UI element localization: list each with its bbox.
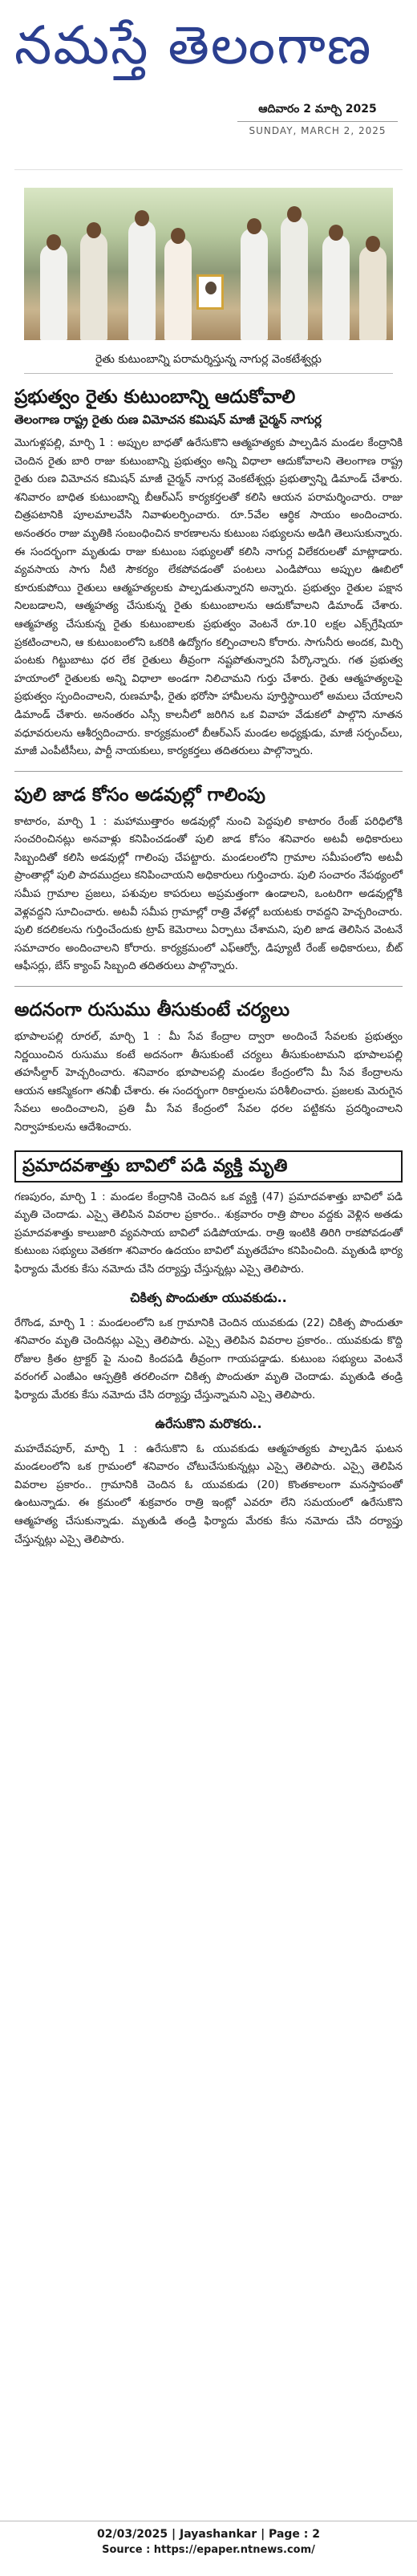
article-headline: పులి జాడ కోసం అడవుల్లో గాలింపు: [14, 784, 265, 805]
article-body: మహదేవపూర్, మార్చి 1 : ఉరేసుకొని ఓ యువకుడు ఆత్మహత్యకు పాల్పడిన ఘటన మండలంలోని ఒక గ్రామంలో శనివారం చోటుచేసుకున్నట్లు ఎస్సై తెలిపారు. ఎస్సై తెలిపిన వివరాల ప్రకారం.. గ్రామానికి చెందిన ఓ యువకుడు (20) కొంతకాలంగా మనస్తాపంతో ఉంటున్నాడు. ఈ క్రమంలో శుక్రవారం రాత్రి ఇంట్లో ఎవరూ లేని సమయంలో ఉరేసుకొని ఆత్మహత్య చేసుకున్నాడు. మృతుడి తండ్రి ఫిర్యాదు మేరకు కేసు నమోదు చేసి దర్యాప్తు చేస్తున్నట్లు ఎస్సై తెలిపారు.: [14, 1442, 403, 1546]
photo-person: [322, 234, 350, 340]
article-body: గణపురం, మార్చి 1 : మండల కేంద్రానికి చెందిన ఒక వ్యక్తి (47) ప్రమాదవశాత్తు బావిలో పడి మృతి చెందాడు. ఎస్సై తెలిపిన వివరాల ప్రకారం.. శుక్రవారం రాత్రి పొలం వద్దకు వెళ్లిన అతడు ప్రమాదవశాత్తు కాలుజారి వ్యవసాయ బావిలో పడిపోయాడు. రాత్రి ఇంటికి తిరిగి రాకపోవడంతో కుటుంబ సభ్యులు వెతకగా శనివారం ఉదయం బావిలో మృతదేహం కనిపించింది. మృతుడి భార్య ఫిర్యాదు మేరకు కేసు నమోదు చేసి దర్యాప్తు చేస్తున్నట్లు ఎస్సై తెలిపారు.: [14, 1191, 403, 1276]
photo-person-head: [47, 234, 61, 250]
article-subheading: చికిత్స పొందుతూ యువకుడు..: [130, 1289, 287, 1305]
news-photo: [24, 188, 393, 340]
article-body: మొగుళ్లపల్లి, మార్చి 1 : అప్పుల బాధతో ఉరేసుకొని ఆత్మహత్యకు పాల్పడిన మండల కేంద్రానికి చెందిన రైతు బారి రాజు కుటుంబాన్ని ప్రభుత్వం అన్ని విధాలా ఆదుకోవాలని తెలంగాణ రాష్ట్ర రైతు రుణ విమోచన కమిషన్ మాజీ చైర్మన్ నాగుర్ల వెంకటేశ్వర్లు ప్రభుత్వాన్ని డిమాండ్ చేశారు. శనివారం బాధిత కుటుంబాన్ని బీఆర్ఎస్ కార్యకర్తలతో కలిసి ఆయన పరామర్శించారు. రాజు చిత్రపటానికి పూలమాలవేసి నివాళులర్పించారు. రూ.5వేల ఆర్థిక సాయం అందించారు. అనంతరం రాజు మృతికి సంబంధించిన కారణాలను కుటుంబ సభ్యులను అడిగి తెలుసుకున్నారు. ఈ సందర్భంగా మృతుడు రాజు కుటుంబ సభ్యులతో కలిసి నాగుర్ల విలేకరులతో మాట్లాడారు. వ్యవసాయ సాగు నీటి సౌకర్యం లేకపోవడంతో పంటలు ఎండిపోయి అప్పుల ఊబిలో కూరుకుపోయి రైతులు ఆత్మహత్యలకు పాల్పడుతున్నారని అన్నారు. ప్రభుత్వం రైతుల పక్షాన నిలబడాలని, ఆత్మహత్య చేసుకున్న రైతు కుటుంబాలను ఆదుకోవాలని డిమాండ్ చేశారు. ఆత్మహత్య చేసుకున్న రైతు కుటుంబాలకు ప్రభుత్వం వెంటనే రూ.10 లక్షల ఎక్స్‌గ్రేషియా ప్రకటించాలని, ఆ కుటుంబంలోని ఒకరికి ఉద్యోగం కల్పించాలని కోరారు. సాగునీరు అందక, మిర్చి పంటకు గిట్టుబాటు ధర లేక రైతులు తీవ్రంగా నష్టపోతున్నారని పేర్కొన్నారు. గత ప్రభుత్వ హయాంలో రైతులకు అన్ని విధాలా అండగా నిలిచామని గుర్తు చేశారు. రైతు ఆత్మహత్యలపై ప్రభుత్వం స్పందించాలని, రుణమాఫీ, రైతు భరోసా హామీలను పూర్తిస్థాయిలో అమలు చేయాలని డిమాండ్ చేశారు. అనంతరం ఎస్సీ కాలనీలో జరిగిన ఒక వివాహ వేడుకలో పాల్గొని నూతన వధూవరులను ఆశీర్వదించారు. కార్యక్రమంలో బీఆర్ఎస్ మండల అధ్యక్షుడు, మాజీ సర్పంచ్‌లు, మాజీ ఎంపీటీసీలు, పార్టీ నాయకులు, కార్యకర్తలు తదితరులు పాల్గొన్నారు.: [14, 437, 403, 758]
article-divider: [14, 986, 403, 987]
article-subhead: తెలంగాణ రాష్ట్ర రైతు రుణ విమోచన కమిషన్ మాజీ చైర్మన్ నాగుర్ల: [14, 412, 322, 427]
photo-person-head: [287, 206, 302, 222]
photo-person-head: [135, 210, 149, 226]
article-headline-boxed: ప్రమాదవశాత్తు బావిలో పడి వ్యక్తి మృతి: [14, 1150, 403, 1183]
photo-person: [241, 228, 268, 340]
article-divider: [14, 771, 403, 772]
photo-person-head: [329, 225, 343, 241]
photo-person: [281, 216, 308, 340]
photo-person: [80, 232, 107, 340]
article-headline: ప్రభుత్వం రైతు కుటుంబాన్ని ఆదుకోవాలి: [14, 387, 296, 408]
photo-caption: రైతు కుటుంబాన్ని పరామర్శిస్తున్న నాగుర్ల వెంకటేశ్వర్లు: [24, 348, 393, 374]
photo-person: [164, 237, 192, 340]
dateline: [237, 99, 398, 136]
date-telugu: ఆదివారం 2 మార్చి 2025: [237, 99, 398, 122]
photo-person-head: [171, 228, 185, 244]
photo-person: [359, 245, 387, 340]
photo-person-head: [247, 218, 261, 234]
article-body: కాటారం, మార్చి 1 : మహాముత్తారం అడవుల్లో నుంచి పెద్దపులి కాటారం రేంజ్ పరిధిలోకి సంచరించినట్లు అనవాళ్లు కనిపించడంతో పులి జాడ కోసం శనివారం అటవీ అధికారులు సిబ్బందితో కలిసి అడవుల్లో గాలింపు చేపట్టారు. మండలంలోని గ్రామాల సమీపంలోని అటవీ ప్రాంతాల్లో పులి పాదముద్రలు కనిపించాయని అధికారులు గుర్తించారు. పులి సంచారం నేపథ్యంలో సమీప గ్రామాల ప్రజలు, పశువుల కాపరులు అప్రమత్తంగా ఉండాలని, ఒంటరిగా అడవుల్లోకి వెళ్లవద్దని సూచించారు. అటవీ సమీప గ్రామాల్లో రాత్రి వేళల్లో బయటకు రావద్దని హెచ్చరించారు. పులి కదలికలను గుర్తించేందుకు ట్రాప్ కెమెరాలు ఏర్పాటు చేశామని, పులి జాడ తెలిసిన వెంటనే సమాచారం అందించాలని కోరారు. కార్యక్రమంలో ఎఫ్‌ఆర్వో, డిప్యూటీ రేంజ్ అధికారులు, బీట్ ఆఫీసర్లు, బేస్ క్యాంప్ సిబ్బంది తదితరులు పాల్గొన్నారు.: [14, 815, 403, 973]
footer-source: Source : https://epaper.ntnews.com/: [102, 2544, 315, 2556]
masthead: [14, 10, 403, 170]
photo-person-head: [366, 236, 380, 252]
newspaper-logo: నమస్తే తెలంగాణ: [14, 14, 373, 76]
article-body: రేగొండ, మార్చి 1 : మండలంలోని ఒక గ్రామానికి చెందిన యువకుడు (22) చికిత్స పొందుతూ శనివారం మృతి చెందినట్లు ఎస్సై తెలిపారు. ఎస్సై తెలిపిన వివరాల ప్రకారం.. యువకుడు కొద్ది రోజుల క్రితం ట్రాక్టర్ పై నుంచి కిందపడి తీవ్రంగా గాయపడ్డాడు. కుటుంబ సభ్యులు వెంటనే వరంగల్ ఎంజీఎం ఆస్పత్రికి తరలించగా చికిత్స పొందుతూ మృతి చెందాడు. మృతుడి తండ్రి ఫిర్యాదు మేరకు కేసు నమోదు చేసి దర్యాప్తు చేస్తున్నామని ఎస్సై తెలిపారు.: [14, 1316, 403, 1402]
article-body: భూపాలపల్లి రూరల్, మార్చి 1 : మీ సేవ కేంద్రాల ద్వారా అందించే సేవలకు ప్రభుత్వం నిర్ణయించిన రుసుము కంటే అదనంగా తీసుకుంటే చర్యలు తీసుకుంటామని భూపాలపల్లి తహసీల్దార్ హెచ్చరించారు. శనివారం భూపాలపల్లి మండల కేంద్రంలోని మీ సేవ కేంద్రాలను ఆయన ఆకస్మికంగా తనిఖీ చేశారు. ఈ సందర్భంగా రికార్డులను పరిశీలించారు. ప్రజలకు మెరుగైన సేవలు అందించాలని, ప్రతి మీ సేవ కేంద్రంలో సేవల ధరల పట్టికను ప్రదర్శించాలని నిర్వాహకులను ఆదేశించారు.: [14, 1031, 403, 1134]
framed-portrait: [196, 274, 224, 310]
photo-person: [128, 220, 156, 340]
article-subheading: ఉరేసుకొని మరొకరు..: [155, 1415, 262, 1431]
article-headline: అదనంగా రుసుము తీసుకుంటే చర్యలు: [14, 1000, 290, 1021]
photo-person-head: [87, 222, 101, 238]
date-english: SUNDAY, MARCH 2, 2025: [249, 125, 387, 136]
photo-person: [40, 244, 67, 340]
footer-edition-line: 02/03/2025 | Jayashankar | Page : 2: [97, 2528, 320, 2541]
page-footer: [0, 2521, 417, 2558]
